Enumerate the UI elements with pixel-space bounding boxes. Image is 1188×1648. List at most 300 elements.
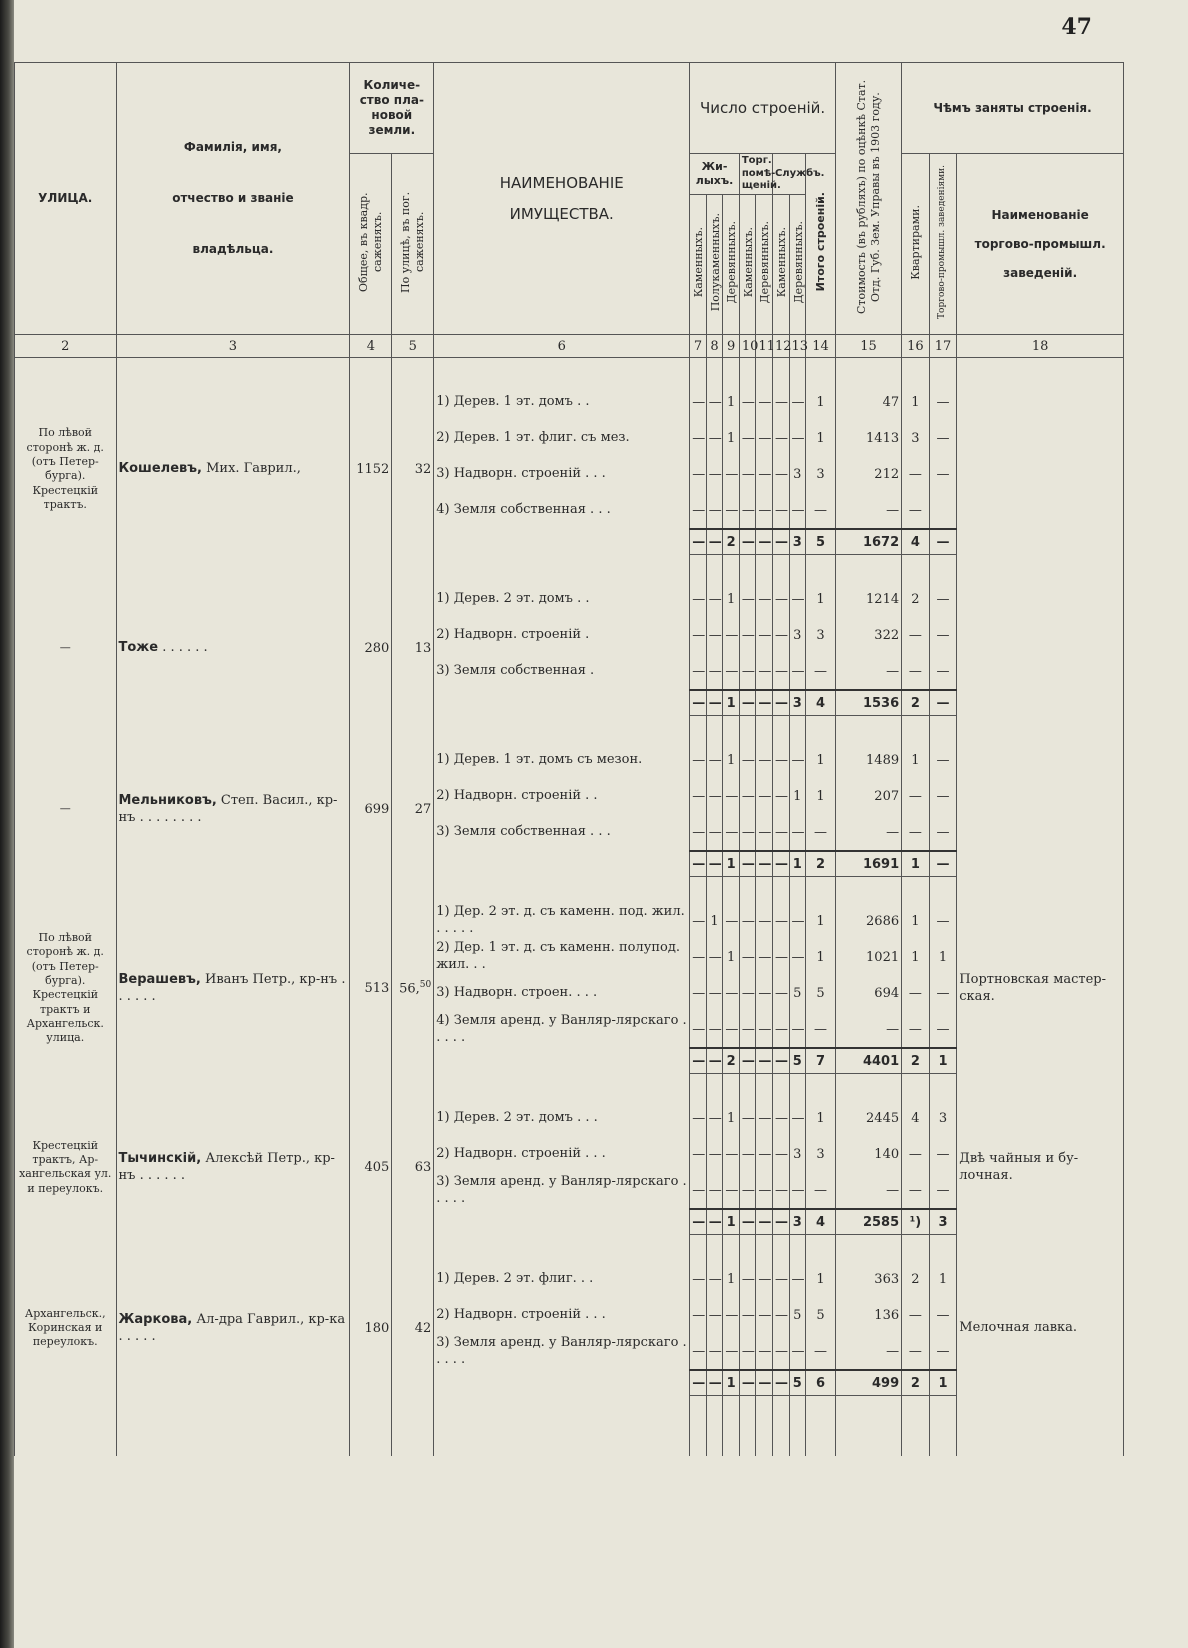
column-number: 16: [902, 335, 930, 358]
total-building-count: 4: [806, 1209, 836, 1235]
building-count: —: [772, 420, 789, 456]
building-count: —: [690, 778, 707, 814]
owner-surname: Жаркова,: [118, 1311, 193, 1327]
total-building-count: 1: [723, 690, 740, 716]
building-count: —: [772, 1011, 789, 1048]
building-count: —: [772, 814, 789, 851]
header-land-street: По улицѣ, въ пог. саженяхъ.: [392, 154, 434, 335]
total-building-count: —: [739, 851, 756, 877]
enterprise-name: [957, 384, 1124, 555]
owner-details: Мих. Гаврил.,: [206, 461, 301, 477]
enterprises-count: —: [929, 1333, 957, 1370]
total-enterprises: —: [929, 851, 957, 877]
total-building-count: —: [706, 690, 723, 716]
total-enterprises: —: [929, 690, 957, 716]
building-count: —: [690, 1297, 707, 1333]
land-street-frontage: 42: [392, 1261, 434, 1396]
apartments-count: —: [902, 1172, 930, 1209]
land-area-total: 513: [350, 903, 392, 1074]
total-building-count: 1: [789, 851, 806, 877]
total-building-count: —: [690, 690, 707, 716]
apartments-count: —: [902, 1011, 930, 1048]
property-description: 1) Дер. 2 эт. д. съ каменн. под. жил. . . . . .: [434, 903, 690, 939]
building-count: —: [789, 1333, 806, 1370]
column-number: 8: [706, 335, 723, 358]
building-count: —: [690, 814, 707, 851]
building-count: 1: [806, 778, 836, 814]
building-count: —: [739, 420, 756, 456]
building-count: —: [706, 814, 723, 851]
header-enterprise-name: Наименованіе торгово-промышл. заведеній.: [957, 154, 1124, 335]
header-service-wooden: Деревянныхъ.: [789, 195, 806, 335]
building-count: —: [772, 742, 789, 778]
property-value: —: [835, 1333, 901, 1370]
enterprises-count: —: [929, 617, 957, 653]
header-property: НАИМЕНОВАНІЕ ИМУЩЕСТВА.: [434, 63, 690, 335]
total-building-count: 1: [723, 851, 740, 877]
building-count: —: [772, 939, 789, 975]
spacer-row: [15, 1235, 1124, 1262]
street-location: По лѣвой сторонѣ ж. д. (отъ Петер-бурга). Крестецкій трактъ.: [15, 384, 117, 555]
total-building-count: —: [690, 1209, 707, 1235]
building-count: —: [772, 653, 789, 690]
street-location: —: [15, 581, 117, 716]
property-value: —: [835, 1011, 901, 1048]
building-count: —: [690, 617, 707, 653]
header-occupied: Чѣмъ заняты строенія.: [902, 63, 1124, 154]
building-count: —: [772, 975, 789, 1011]
total-building-count: —: [756, 529, 773, 555]
building-count: 1: [723, 581, 740, 617]
total-apartments: 4: [902, 529, 930, 555]
total-building-count: —: [690, 1370, 707, 1396]
land-area-total: 1152: [350, 384, 392, 555]
total-value: 1691: [835, 851, 901, 877]
building-count: —: [723, 778, 740, 814]
building-count: —: [789, 492, 806, 529]
frontage-fraction: 50: [419, 980, 432, 991]
building-count: 1: [806, 742, 836, 778]
total-building-count: 3: [789, 1209, 806, 1235]
street-location: —: [15, 742, 117, 877]
total-building-count: 1: [723, 1209, 740, 1235]
owner-surname: Тоже: [118, 640, 159, 656]
total-value: 1536: [835, 690, 901, 716]
building-count: —: [723, 975, 740, 1011]
building-count: —: [772, 1261, 789, 1297]
building-count: —: [756, 939, 773, 975]
enterprise-name: [957, 742, 1124, 877]
property-value: 1214: [835, 581, 901, 617]
property-description: 1) Дерев. 1 эт. домъ . .: [434, 384, 690, 420]
header-trade-wooden: Деревянныхъ.: [756, 195, 773, 335]
owner-cell: [116, 581, 350, 716]
total-building-count: —: [772, 1048, 789, 1074]
total-building-count: —: [739, 1370, 756, 1396]
building-count: —: [806, 1011, 836, 1048]
building-count: 5: [789, 975, 806, 1011]
building-count: —: [706, 581, 723, 617]
building-count: —: [756, 1136, 773, 1172]
building-count: —: [806, 1333, 836, 1370]
apartments-count: 2: [902, 581, 930, 617]
header-residential: Жи-лыхъ.: [690, 154, 740, 195]
total-building-count: —: [690, 1048, 707, 1074]
header-value: Стоимость (въ рубляхъ) по оцѣнкѣ Стат. Отд. Губ. Зем. Управы въ 1903 году.: [835, 63, 901, 335]
land-area-total: 180: [350, 1261, 392, 1396]
enterprises-count: 1: [929, 1261, 957, 1297]
property-description: 2) Надворн. строеній .: [434, 617, 690, 653]
enterprises-count: —: [929, 420, 957, 456]
total-building-count: —: [690, 851, 707, 877]
column-number-row: [15, 335, 1124, 358]
building-count: —: [723, 1136, 740, 1172]
building-count: —: [789, 1011, 806, 1048]
apartments-count: —: [902, 456, 930, 492]
table-header: [15, 63, 1124, 335]
building-count: —: [772, 384, 789, 420]
building-count: —: [806, 492, 836, 529]
building-count: —: [706, 384, 723, 420]
enterprises-count: —: [929, 456, 957, 492]
owner-details: Ал-дра Гаврил., кр-ка . . . . .: [118, 1311, 346, 1345]
column-number: 13: [789, 335, 806, 358]
property-description: 1) Дерев. 2 эт. домъ . . .: [434, 1100, 690, 1136]
street-location: Архангельск., Коринская и переулокъ.: [15, 1261, 117, 1396]
header-trade: Торг. помѣ-щеній.: [739, 154, 772, 195]
property-value: 1021: [835, 939, 901, 975]
building-count: —: [772, 492, 789, 529]
street-location: По лѣвой сторонѣ ж. д. (отъ Петер-бурга). Крестецкій трактъ и Архангельск. улица.: [15, 903, 117, 1074]
total-value: 1672: [835, 529, 901, 555]
building-count: —: [756, 778, 773, 814]
property-value: —: [835, 1172, 901, 1209]
header-service-stone: Каменныхъ.: [772, 195, 789, 335]
building-count: —: [690, 384, 707, 420]
total-enterprises: 1: [929, 1370, 957, 1396]
building-count: —: [706, 1333, 723, 1370]
land-street-frontage: 63: [392, 1100, 434, 1235]
building-count: 1: [706, 903, 723, 939]
building-count: —: [806, 814, 836, 851]
building-count: —: [772, 1333, 789, 1370]
building-count: 1: [789, 778, 806, 814]
header-service: Службъ.: [772, 154, 805, 195]
building-count: —: [723, 492, 740, 529]
spacer-row: [15, 877, 1124, 904]
total-apartments: 2: [902, 690, 930, 716]
property-value: 2445: [835, 1100, 901, 1136]
property-value: 2686: [835, 903, 901, 939]
column-number: 10: [739, 335, 756, 358]
land-street-frontage: 32: [392, 384, 434, 555]
building-count: —: [739, 456, 756, 492]
property-ledger-table: [14, 62, 1124, 1456]
total-building-count: —: [756, 690, 773, 716]
building-count: —: [706, 653, 723, 690]
building-count: —: [739, 903, 756, 939]
land-street-frontage: 56,50: [392, 903, 434, 1074]
enterprises-count: —: [929, 1297, 957, 1333]
building-count: —: [739, 778, 756, 814]
building-count: —: [690, 1172, 707, 1209]
enterprise-name: Портновская мастер-ская.: [957, 903, 1124, 1074]
building-count: —: [772, 1172, 789, 1209]
total-building-count: 2: [723, 529, 740, 555]
building-count: —: [772, 1136, 789, 1172]
building-count: —: [690, 420, 707, 456]
header-land-total: Общее, въ квадр. саженяхъ.: [350, 154, 392, 335]
building-count: —: [756, 814, 773, 851]
enterprises-count: —: [929, 581, 957, 617]
apartments-count: 1: [902, 742, 930, 778]
column-number: 6: [434, 335, 690, 358]
column-number: 14: [806, 335, 836, 358]
building-count: —: [756, 903, 773, 939]
building-count: —: [806, 653, 836, 690]
building-count: —: [690, 1261, 707, 1297]
building-count: —: [690, 1136, 707, 1172]
building-count: 1: [723, 1100, 740, 1136]
building-count: —: [706, 778, 723, 814]
building-count: —: [723, 617, 740, 653]
building-count: —: [806, 1172, 836, 1209]
building-count: 3: [806, 456, 836, 492]
total-apartments: 2: [902, 1048, 930, 1074]
owner-surname: Кошелевъ,: [118, 461, 202, 477]
total-building-count: —: [706, 851, 723, 877]
building-count: 3: [806, 1136, 836, 1172]
enterprise-name: Двѣ чайныя и бу-лочная.: [957, 1100, 1124, 1235]
property-value: —: [835, 653, 901, 690]
building-count: 1: [723, 1261, 740, 1297]
total-building-count: 6: [806, 1370, 836, 1396]
building-count: 3: [789, 456, 806, 492]
property-description: 3) Земля аренд. у Ванляр-лярскаго . . . . .: [434, 1333, 690, 1370]
building-count: —: [789, 581, 806, 617]
total-building-count: —: [739, 1048, 756, 1074]
building-count: 5: [789, 1297, 806, 1333]
building-count: —: [739, 1011, 756, 1048]
total-building-count: —: [706, 1048, 723, 1074]
building-count: —: [706, 617, 723, 653]
building-count: —: [706, 420, 723, 456]
building-count: —: [739, 581, 756, 617]
building-count: —: [690, 492, 707, 529]
enterprises-count: 3: [929, 1100, 957, 1136]
enterprise-name: [957, 581, 1124, 716]
enterprise-name: Мелочная лавка.: [957, 1261, 1124, 1396]
building-count: —: [723, 456, 740, 492]
building-count: —: [739, 617, 756, 653]
apartments-count: —: [902, 814, 930, 851]
property-value: 1489: [835, 742, 901, 778]
building-count: —: [690, 742, 707, 778]
column-number: 15: [835, 335, 901, 358]
building-count: —: [706, 456, 723, 492]
total-building-count: 3: [789, 690, 806, 716]
property-value: 1413: [835, 420, 901, 456]
total-building-count: —: [756, 1370, 773, 1396]
building-count: —: [690, 581, 707, 617]
building-count: —: [706, 1011, 723, 1048]
owner-details: Степ. Васил., кр-нъ . . . . . . . .: [118, 792, 338, 826]
book-binding-edge: [0, 0, 14, 1648]
building-count: 1: [806, 903, 836, 939]
total-enterprises: 1: [929, 1048, 957, 1074]
owner-details: . . . . . .: [162, 640, 208, 656]
building-count: —: [690, 653, 707, 690]
owner-cell: [116, 742, 350, 877]
building-count: —: [756, 581, 773, 617]
apartments-count: 4: [902, 1100, 930, 1136]
header-res-half-stone: Полукаменныхъ.: [706, 195, 723, 335]
total-enterprises: 3: [929, 1209, 957, 1235]
total-apartments: ¹): [902, 1209, 930, 1235]
header-enterprises-count: Торгово-промышл. заведеніями.: [929, 154, 957, 335]
building-count: —: [706, 1261, 723, 1297]
land-area-total: 280: [350, 581, 392, 716]
building-count: —: [772, 581, 789, 617]
column-number: 11: [756, 335, 773, 358]
total-building-count: —: [706, 529, 723, 555]
apartments-count: —: [902, 492, 930, 529]
owner-cell: [116, 1261, 350, 1396]
building-count: —: [690, 1100, 707, 1136]
building-count: —: [706, 492, 723, 529]
building-count: —: [756, 1261, 773, 1297]
total-building-count: 7: [806, 1048, 836, 1074]
building-count: —: [739, 653, 756, 690]
property-description: 2) Надворн. строеній . .: [434, 778, 690, 814]
building-count: —: [706, 1136, 723, 1172]
building-count: 3: [789, 1136, 806, 1172]
total-apartments: 1: [902, 851, 930, 877]
building-count: —: [723, 903, 740, 939]
total-building-count: —: [756, 1048, 773, 1074]
total-building-count: 2: [723, 1048, 740, 1074]
apartments-count: —: [902, 1297, 930, 1333]
total-value: 4401: [835, 1048, 901, 1074]
total-building-count: 5: [789, 1370, 806, 1396]
building-count: —: [789, 1172, 806, 1209]
building-count: —: [739, 1100, 756, 1136]
property-description: 4) Земля собственная . . .: [434, 492, 690, 529]
building-count: —: [690, 939, 707, 975]
total-enterprises: —: [929, 529, 957, 555]
property-value: 47: [835, 384, 901, 420]
property-value: 694: [835, 975, 901, 1011]
building-count: 5: [806, 975, 836, 1011]
owner-surname: Мельниковъ,: [118, 792, 217, 808]
property-item-row: [15, 1261, 1124, 1297]
building-count: 1: [806, 1100, 836, 1136]
property-description: 3) Надворн. строен. . . .: [434, 975, 690, 1011]
total-building-count: 5: [789, 1048, 806, 1074]
property-description: 1) Дерев. 2 эт. флиг. . .: [434, 1261, 690, 1297]
enterprises-count: 1: [929, 939, 957, 975]
property-value: 207: [835, 778, 901, 814]
building-count: —: [789, 814, 806, 851]
apartments-count: —: [902, 1333, 930, 1370]
property-description: 1) Дерев. 2 эт. домъ . .: [434, 581, 690, 617]
total-building-count: —: [772, 1370, 789, 1396]
building-count: —: [723, 1333, 740, 1370]
enterprises-count: —: [929, 903, 957, 939]
property-item-row: [15, 903, 1124, 939]
table-body: [15, 335, 1124, 1456]
property-value: 212: [835, 456, 901, 492]
enterprises-count: —: [929, 814, 957, 851]
building-count: —: [723, 814, 740, 851]
building-count: —: [706, 1172, 723, 1209]
building-count: —: [789, 939, 806, 975]
building-count: —: [739, 384, 756, 420]
building-count: —: [789, 420, 806, 456]
header-total-buildings: Итого строеній.: [806, 154, 836, 335]
building-count: —: [739, 1172, 756, 1209]
header-res-wooden: Деревянныхъ.: [723, 195, 740, 335]
building-count: —: [756, 1011, 773, 1048]
property-description: 3) Земля собственная . . .: [434, 814, 690, 851]
apartments-count: 1: [902, 903, 930, 939]
page-number: 47: [1061, 14, 1092, 40]
total-building-count: 1: [723, 1370, 740, 1396]
total-building-count: 4: [806, 690, 836, 716]
building-count: —: [756, 1297, 773, 1333]
enterprises-count: —: [929, 975, 957, 1011]
property-description: 2) Дерев. 1 эт. флиг. съ мез.: [434, 420, 690, 456]
total-building-count: —: [706, 1209, 723, 1235]
owner-cell: [116, 903, 350, 1074]
header-owner: Фамилія, имя, отчество и званіе владѣльца.: [116, 63, 350, 335]
building-count: —: [690, 1011, 707, 1048]
building-count: 3: [806, 617, 836, 653]
apartments-count: —: [902, 653, 930, 690]
building-count: —: [739, 939, 756, 975]
building-count: 1: [806, 939, 836, 975]
header-street: УЛИЦА.: [15, 63, 117, 335]
property-description: 3) Земля аренд. у Ванляр-лярскаго . . . . .: [434, 1172, 690, 1209]
total-building-count: —: [690, 529, 707, 555]
apartments-count: 1: [902, 384, 930, 420]
building-count: 1: [806, 420, 836, 456]
building-count: 1: [723, 420, 740, 456]
enterprises-count: —: [929, 1011, 957, 1048]
building-count: —: [739, 492, 756, 529]
column-number: 4: [350, 335, 392, 358]
property-item-row: [15, 581, 1124, 617]
property-description: 3) Земля собственная .: [434, 653, 690, 690]
building-count: —: [739, 742, 756, 778]
property-description: 3) Надворн. строеній . . .: [434, 456, 690, 492]
enterprises-count: —: [929, 653, 957, 690]
property-item-row: [15, 1100, 1124, 1136]
enterprises-count: —: [929, 384, 957, 420]
total-building-count: —: [772, 690, 789, 716]
enterprises-count: —: [929, 742, 957, 778]
building-count: —: [739, 1136, 756, 1172]
owner-surname: Тычинскій,: [118, 1150, 202, 1166]
spacer-row: [15, 358, 1124, 385]
owner-cell: [116, 384, 350, 555]
building-count: —: [739, 1297, 756, 1333]
property-value: 140: [835, 1136, 901, 1172]
apartments-count: —: [902, 778, 930, 814]
property-value: 322: [835, 617, 901, 653]
building-count: 3: [789, 617, 806, 653]
land-area-total: 699: [350, 742, 392, 877]
